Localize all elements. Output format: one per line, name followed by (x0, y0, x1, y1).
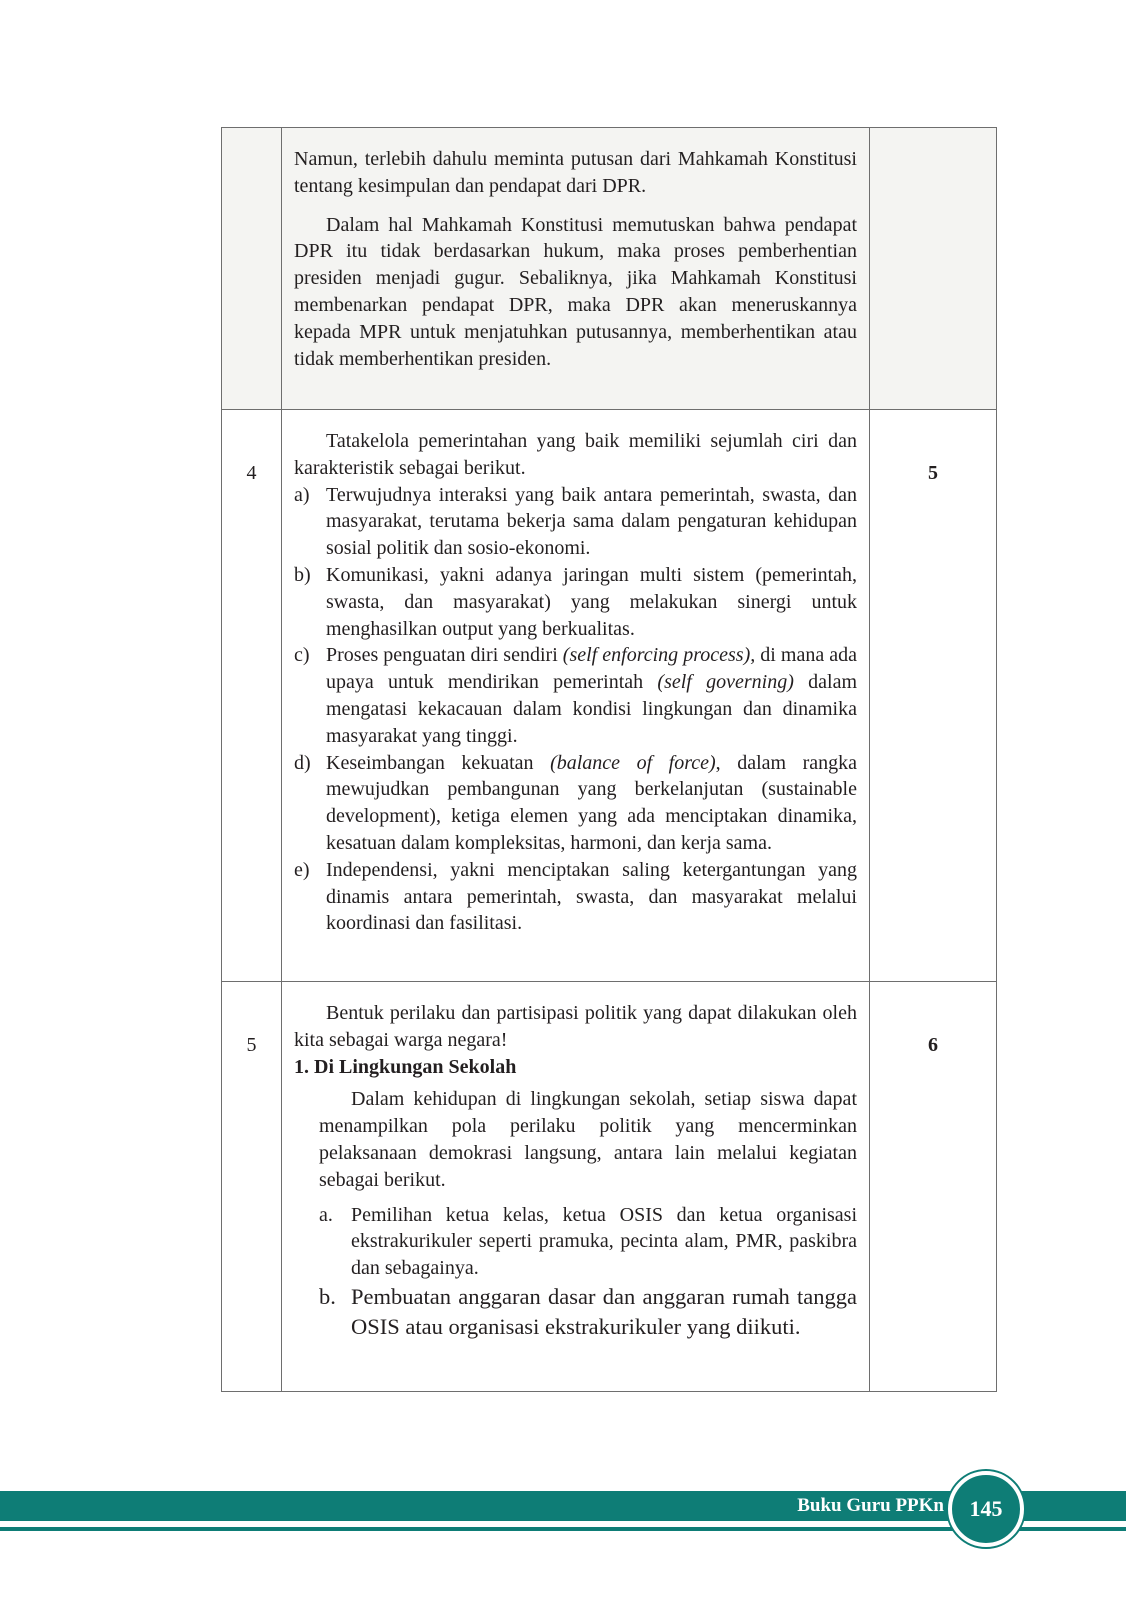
item-label: a) (294, 483, 310, 506)
item-text: Terwujudnya interaksi yang baik antara pemerintah, swasta, dan masyarakat, terutama bekerja sama dalam pengaturan kehidupan sosial politik dan sosio-ekonomi. (326, 483, 857, 560)
sub-paragraph: Dalam kehidupan di lingkungan sekolah, setiap siswa dapat menampilkan pola perilaku politik yang mencerminkan pelaksanaan demokrasi langsung, antara lain melalui kegiatan sebagai berikut. (319, 1088, 857, 1191)
list-item (319, 1202, 857, 1282)
row-number: 4 (222, 410, 282, 982)
item-text: Pemilihan ketua kelas, ketua OSIS dan ketua organisasi ekstrakurikuler seperti pramuka, pecinta alam, PMR, paskibra dan sebagainya. (351, 1203, 857, 1280)
answer-table (221, 127, 997, 1392)
answer-cell (282, 982, 870, 1392)
answer-intro: Tatakelola pemerintahan yang baik memiliki sejumlah ciri dan karakteristik sebagai berikut. (294, 430, 857, 479)
score-cell: 5 (870, 410, 997, 982)
item-emphasis: (balance of force) (550, 751, 716, 774)
item-text-part: Keseimbangan kekuatan (326, 751, 551, 774)
score-cell: 6 (870, 982, 997, 1392)
item-label: a. (319, 1203, 333, 1226)
item-label: b. (319, 1283, 336, 1309)
page-number: 145 (948, 1471, 1024, 1547)
row-number (222, 128, 282, 410)
list-item (294, 750, 857, 857)
item-text: Pembuatan anggaran dasar dan anggaran rumah tangga OSIS atau organisasi ekstrakurikuler yang diikuti. (351, 1283, 857, 1339)
answer-cell (282, 128, 870, 410)
answer-intro: Bentuk perilaku dan partisipasi politik yang dapat dilakukan oleh kita sebagai warga negara! (294, 1002, 857, 1051)
item-label: e) (294, 858, 310, 881)
item-label: c) (294, 644, 310, 667)
table-row (222, 410, 997, 982)
list-item (294, 642, 857, 749)
answer-paragraph: Dalam hal Mahkamah Konstitusi memutuskan bahwa pendapat DPR itu tidak berdasarkan hukum, maka proses pemberhentian presiden menjadi gugur. Sebaliknya, jika Mahkamah Konstitusi membenarkan pendapat DPR, maka DPR akan meneruskannya kepada MPR untuk menjatuhkan putusannya, memberhentikan atau tidak memberhentikan presiden. (294, 213, 857, 370)
item-text (326, 750, 857, 857)
list-item (294, 562, 857, 642)
section-heading: 1. Di Lingkungan Sekolah (294, 1055, 517, 1078)
score-cell (870, 128, 997, 410)
book-title: Buku Guru PPKn (797, 1495, 944, 1516)
item-text: Komunikasi, yakni adanya jaringan multi sistem (pemerintah, swasta, dan masyarakat) yang melakukan sinergi untuk menghasilkan output yang berkualitas. (326, 563, 857, 640)
activity-list (319, 1202, 857, 1342)
item-text (326, 642, 857, 749)
item-label: d) (294, 751, 311, 774)
item-text-part: , dalam rangka mewujudkan pembangunan yang berkelanjutan (sustainable development), ketiga elemen yang ada menciptakan dinamika, kesatuan dalam kompleksitas, harmoni, dan kerja sama. (326, 751, 857, 854)
item-text-part: Proses penguatan diri sendiri (326, 644, 563, 667)
list-item (319, 1282, 857, 1342)
item-emphasis: (self governing) (657, 671, 794, 694)
list-item (294, 482, 857, 562)
answer-cell (282, 410, 870, 982)
list-item (294, 857, 857, 937)
row-number: 5 (222, 982, 282, 1392)
item-text-part: di mana ada upaya untuk mendirikan pemerintah (326, 644, 857, 694)
sub-section (294, 1086, 857, 1342)
item-text: Independensi, yakni menciptakan saling ketergantungan yang dinamis antara pemerintah, swasta, dan masyarakat melalui koordinasi dan fasilitasi. (326, 858, 857, 935)
item-label: b) (294, 563, 311, 586)
answer-paragraph: Namun, terlebih dahulu meminta putusan dari Mahkamah Konstitusi tentang kesimpulan dan pendapat dari DPR. (294, 148, 857, 197)
table-row (222, 128, 997, 410)
characteristics-list (294, 482, 857, 938)
item-text-part: dalam mengatasi kekacauan dalam kondisi lingkungan dan dinamika masyarakat yang tinggi. (326, 671, 858, 747)
table-row (222, 982, 997, 1392)
item-emphasis: (self enforcing process), (562, 644, 756, 667)
